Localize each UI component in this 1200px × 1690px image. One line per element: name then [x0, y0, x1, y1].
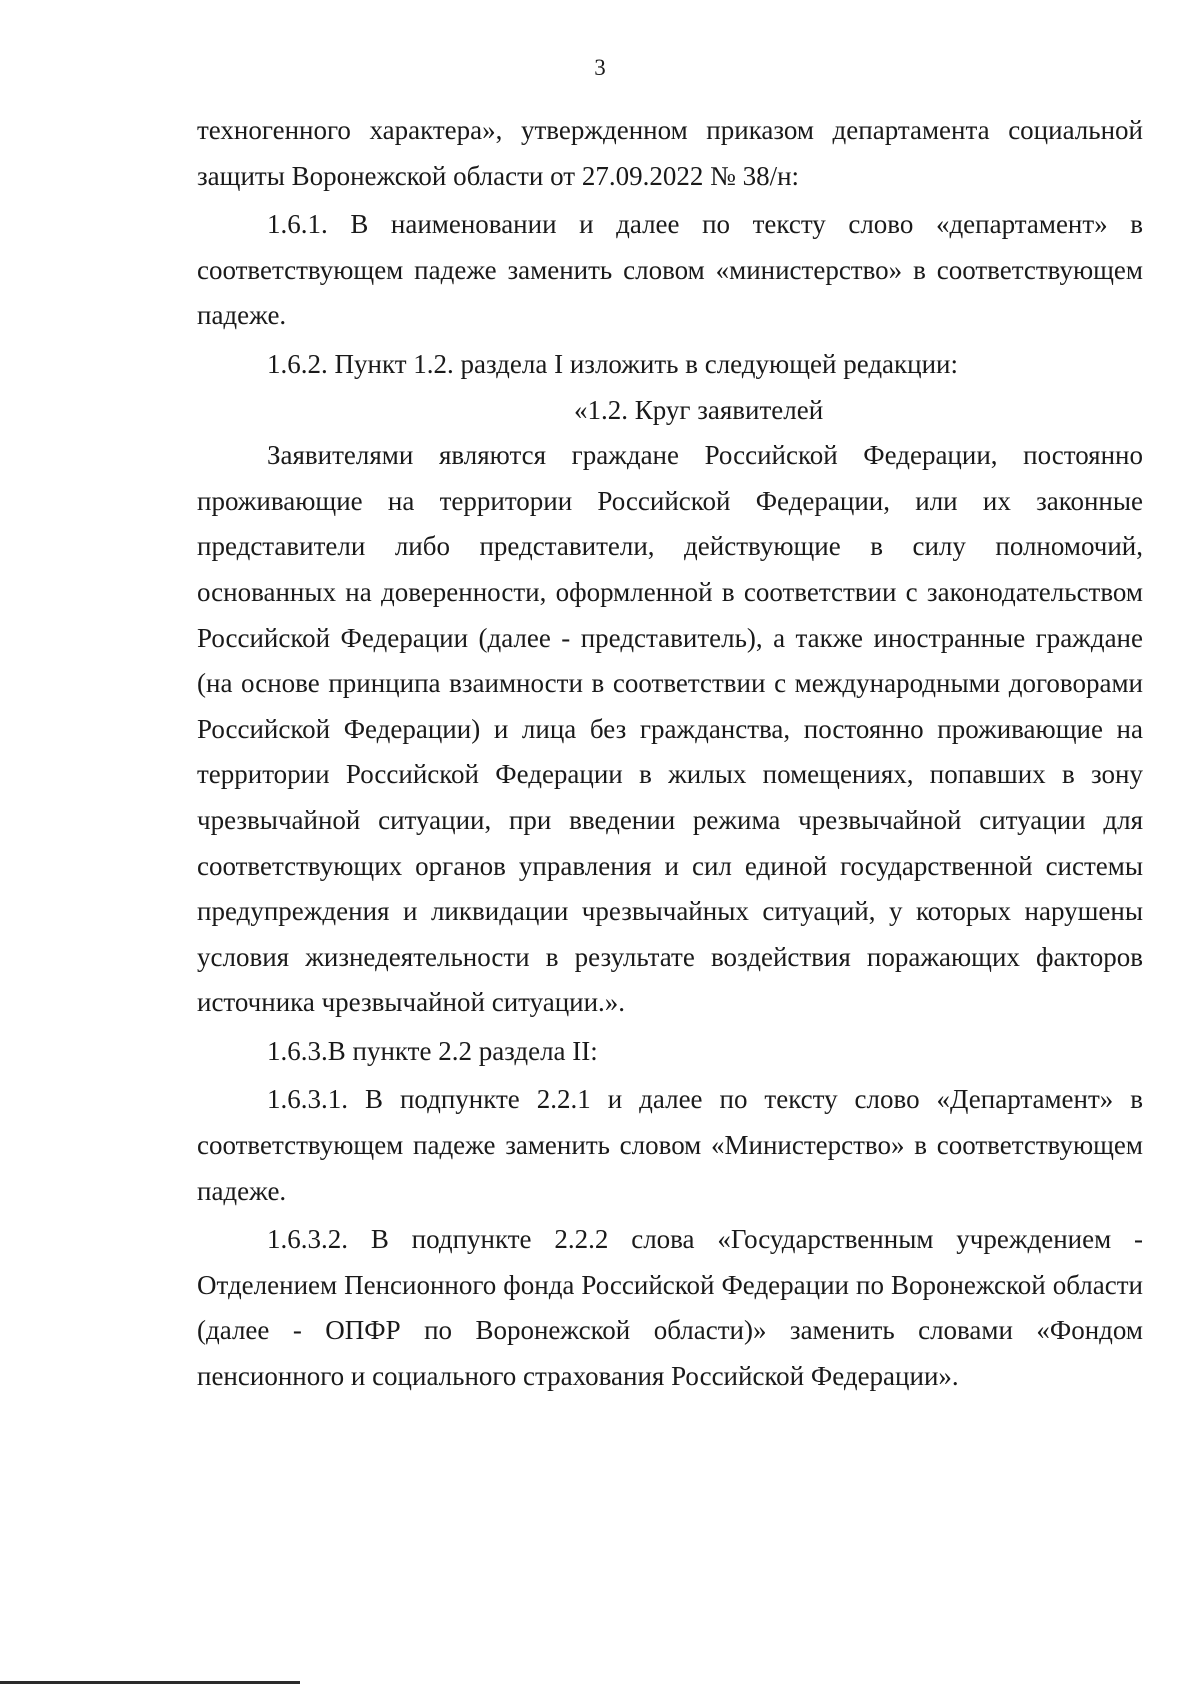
document-body	[197, 108, 1143, 1400]
paragraph-1-6-1: 1.6.1. В наименовании и далее по тексту слово «департамент» в соответствующем падеже заменить словом «министерство» в соответствующем падеже.	[197, 209, 1143, 331]
paragraph-1-6-3: 1.6.3.В пункте 2.2 раздела II:	[267, 1035, 598, 1066]
paragraph-1-6-3-2: 1.6.3.2. В подпункте 2.2.2 слова «Государственным учреждением - Отделением Пенсионного фонда Российской Федерации по Воронежской области (далее - ОПФР по Воронежской области)» заменить словами «Фондом пенсионного и социального страхования Российской Федерации».	[197, 1224, 1143, 1392]
page-number: 3	[594, 55, 606, 80]
paragraph-applicants-definition: Заявителями являются граждане Российской Федерации, постоянно проживающие на территории Российской Федерации, или их законные представители либо представители, действующие в силу полномочий, основанных на доверенности, оформленной в соответствии с законодательством Российской Федерации (далее - представитель), а также иностранные граждане (на основе принципа взаимности в соответствии с международными договорами Российской Федерации) и лица без гражданства, постоянно проживающие на территории Российской Федерации в жилых помещениях, попавших в зону чрезвычайной ситуации, при введении режима чрезвычайной ситуации для соответствующих органов управления и сил единой государственной системы предупреждения и ликвидации чрезвычайных ситуаций, у которых нарушены условия жизнедеятельности в результате воздействия поражающих факторов источника чрезвычайной ситуации.».	[197, 440, 1143, 1018]
bottom-rule	[0, 1681, 300, 1684]
paragraph-1-6-3-1: 1.6.3.1. В подпункте 2.2.1 и далее по тексту слово «Департамент» в соответствующем падеже заменить словом «Министерство» в соответствующем падеже.	[197, 1084, 1143, 1206]
paragraph-intro-continuation: техногенного характера», утвержденном приказом департамента социальной защиты Воронежской области от 27.09.2022 № 38/н:	[197, 115, 1143, 191]
paragraph-1-6-2: 1.6.2. Пункт 1.2. раздела I изложить в следующей редакции:	[267, 348, 959, 379]
section-heading-applicants: «1.2. Круг заявителей	[574, 394, 824, 425]
